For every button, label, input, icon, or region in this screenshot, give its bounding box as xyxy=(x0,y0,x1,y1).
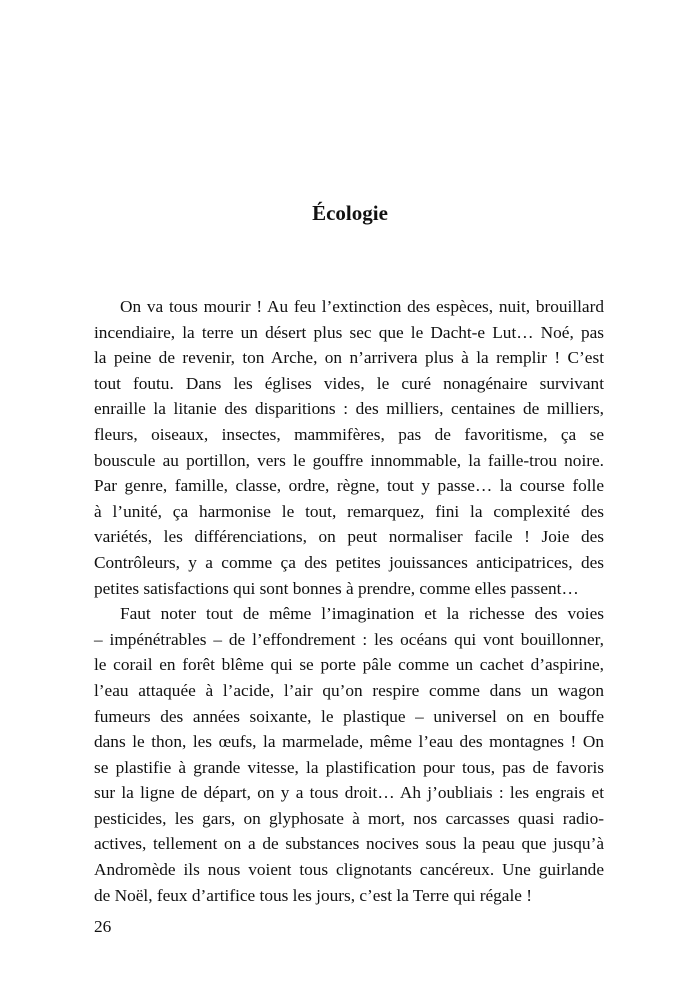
text-line: Par genre, famille, classe, ordre, règne, tout y passe… la course folle xyxy=(94,476,604,496)
text-line: bouscule au portillon, vers le gouffre innommable, la faille-trou noire. xyxy=(94,450,604,470)
text-line: la peine de revenir, ton Arche, on n’arrivera plus à la remplir ! C’est xyxy=(94,348,604,368)
text-line: variétés, les différenciations, on peut normaliser facile ! Joie des xyxy=(94,527,604,547)
text-line: fumeurs des années soixante, le plastique – universel on en bouffe xyxy=(94,706,604,726)
text-line: Faut noter tout de même l’imagination et la richesse des voies xyxy=(120,604,604,624)
chapter-title: Écologie xyxy=(312,201,388,225)
page-number: 26 xyxy=(94,917,112,936)
text-line: Contrôleurs, y a comme ça des petites jouissances anticipatrices, des xyxy=(94,552,604,572)
text-line: à l’unité, ça harmonise le tout, remarquez, fini la complexité des xyxy=(94,501,604,521)
text-line: Andromède ils nous voient tous clignotants cancéreux. Une guirlande xyxy=(94,860,604,880)
text-line: le corail en forêt blême qui se porte pâle comme un cachet d’aspirine, xyxy=(94,655,604,675)
text-line: enraille la litanie des disparitions : des milliers, centaines de milliers, xyxy=(94,399,604,419)
text-line: – impénétrables – de l’effondrement : les océans qui vont bouillonner, xyxy=(94,629,604,649)
text-line: l’eau attaquée à l’acide, l’air qu’on respire comme dans un wagon xyxy=(94,680,604,700)
text-line: petites satisfactions qui sont bonnes à prendre, comme elles passent… xyxy=(94,578,579,598)
text-line: sur la ligne de départ, on y a tous droit… Ah j’oubliais : les engrais et xyxy=(94,783,604,803)
body-text xyxy=(94,294,604,908)
text-line: incendiaire, la terre un désert plus sec que le Dacht-e Lut… Noé, pas xyxy=(94,322,604,342)
text-line: dans le thon, les œufs, la marmelade, même l’eau des montagnes ! On xyxy=(94,732,604,752)
text-line: de Noël, feux d’artifice tous les jours, c’est la Terre qui régale ! xyxy=(94,885,533,905)
text-line: tout foutu. Dans les églises vides, le curé nonagénaire survivant xyxy=(94,373,604,393)
text-line: On va tous mourir ! Au feu l’extinction des espèces, nuit, brouillard xyxy=(120,297,604,316)
text-line: fleurs, oiseaux, insectes, mammifères, pas de favoritisme, ça se xyxy=(94,424,604,444)
text-line: actives, tellement on a de substances nocives sous la peau que jusqu’à xyxy=(94,834,604,854)
text-line: pesticides, les gars, on glyphosate à mort, nos carcasses quasi radio- xyxy=(94,808,604,828)
text-line: se plastifie à grande vitesse, la plastification pour tous, pas de favoris xyxy=(94,757,604,777)
